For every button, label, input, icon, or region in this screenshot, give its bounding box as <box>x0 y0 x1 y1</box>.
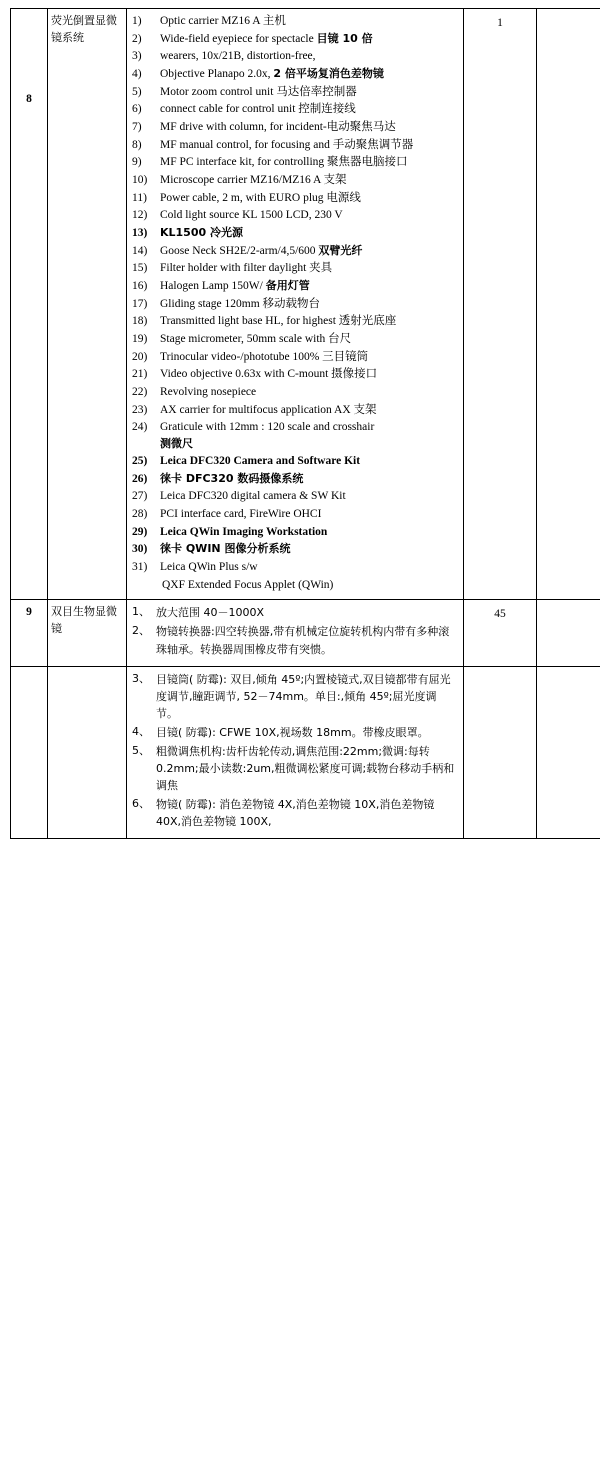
row-number: 9 <box>26 606 32 619</box>
list-text: KL1500 冷光源 <box>160 226 243 240</box>
quantity-cell <box>464 600 537 666</box>
item-name: 荧光倒置显微镜系统 <box>51 14 117 44</box>
list-text: AX carrier for multifocus application AX 支架 <box>160 403 377 416</box>
item-name-cell <box>48 600 127 666</box>
list-text: 物镜( 防霉): 消色差物镜 4X,消色差物镜 10X,消色差物镜 40X,消色差物镜 100X, <box>156 797 435 828</box>
quantity-value: 45 <box>494 608 506 621</box>
list-item <box>130 66 460 83</box>
list-text <box>160 66 460 83</box>
list-text: wearers, 10x/21B, distortion-free, <box>160 50 316 63</box>
list-item <box>130 172 460 189</box>
list-text: Leica DFC320 Camera and Software Kit <box>160 455 361 468</box>
list-text: 粗微调焦机构:齿杆齿轮传动,调焦范围:22mm;微调:每转 0.2mm;最小读数:2um,粗微调松紧度可调;载物台移动手柄和调焦 <box>156 744 455 792</box>
list-text-main: Halogen Lamp 150W/ <box>160 280 266 293</box>
list-text: Trinocular video-/phototube 100% 三目镜筒 <box>160 350 369 363</box>
list-item <box>130 541 460 558</box>
list-item <box>130 604 460 621</box>
list-marker: 6) <box>132 103 142 116</box>
list-marker: 23) <box>132 403 148 416</box>
remark-cell <box>537 9 600 600</box>
list-text: 放大范围 40－1000X <box>156 606 265 620</box>
list-item <box>130 31 460 48</box>
list-item <box>130 349 460 366</box>
list-marker: 31) <box>132 561 148 574</box>
list-text: Power cable, 2 m, with EURO plug 电源线 <box>160 191 361 204</box>
list-item <box>130 384 460 401</box>
item-description-cell <box>127 666 464 838</box>
list-marker: 26) <box>132 472 148 485</box>
quantity-cell <box>464 666 537 838</box>
list-item <box>130 559 460 576</box>
item-description-cell <box>127 600 464 666</box>
list-marker: 6、 <box>132 796 150 810</box>
list-item <box>130 453 460 470</box>
list-text: Leica QWin Plus s/w <box>160 561 258 574</box>
list-item <box>130 207 460 224</box>
list-text: Cold light source KL 1500 LCD, 230 V <box>160 209 343 222</box>
list-item <box>130 119 460 136</box>
list-item <box>130 225 460 242</box>
list-item <box>130 623 460 657</box>
list-marker: 17) <box>132 297 148 310</box>
list-text-main: Goose Neck SH2E/2-arm/4,5/600 <box>160 244 319 257</box>
list-text-bold: 备用灯管 <box>265 279 310 293</box>
list-marker: 10) <box>132 174 148 187</box>
list-marker: 25) <box>132 455 148 468</box>
list-text-main: Objective Planapo 2.0x, <box>160 68 274 81</box>
list-marker: 22) <box>132 386 148 399</box>
list-marker: 15) <box>132 262 148 275</box>
list-text: 徕卡 DFC320 数码摄像系统 <box>160 471 304 485</box>
quantity-value <box>467 671 533 673</box>
table-row <box>11 9 600 600</box>
list-text <box>160 31 460 48</box>
list-text: 目镜( 防霉): CFWE 10X,视场数 18mm。带橡皮眼罩。 <box>156 725 429 739</box>
list-marker: 4) <box>132 68 142 81</box>
table-row <box>11 600 600 666</box>
list-marker: 21) <box>132 368 148 381</box>
description-tail: QXF Extended Focus Applet (QWin) <box>162 578 334 591</box>
list-item <box>130 260 460 277</box>
description-list <box>130 604 460 657</box>
list-item <box>130 13 460 30</box>
list-item <box>130 488 460 505</box>
remark-cell <box>537 600 600 666</box>
list-marker: 8) <box>132 138 142 151</box>
list-item <box>130 154 460 171</box>
list-text: connect cable for control unit 控制连接线 <box>160 103 356 116</box>
list-item <box>130 506 460 523</box>
list-marker: 3) <box>132 50 142 63</box>
list-text <box>160 419 460 452</box>
list-text: Motor zoom control unit 马达倍率控制器 <box>160 85 357 98</box>
list-marker: 12) <box>132 209 148 222</box>
list-item <box>130 331 460 348</box>
list-text: Revolving nosepiece <box>160 386 257 399</box>
list-text-main: Graticule with 12mm : 120 scale and crosshair <box>160 421 375 434</box>
row-number-cell <box>11 9 48 600</box>
list-text-bold: 2 倍平场复消色差物镜 <box>273 67 384 81</box>
list-marker: 7) <box>132 121 142 134</box>
description-list <box>130 13 460 576</box>
list-text: 徕卡 QWIN 图像分析系统 <box>160 542 291 556</box>
list-marker: 5、 <box>132 743 150 757</box>
list-text: Leica DFC320 digital camera & SW Kit <box>160 490 346 503</box>
list-marker: 20) <box>132 350 148 363</box>
list-text: Transmitted light base HL, for highest 透射光底座 <box>160 315 397 328</box>
list-item <box>130 671 460 722</box>
item-name-cell <box>48 666 127 838</box>
list-marker: 1) <box>132 15 142 27</box>
specification-table <box>10 8 600 839</box>
list-text <box>160 243 460 260</box>
list-marker: 27) <box>132 490 148 503</box>
list-marker: 29) <box>132 525 148 538</box>
list-text: Gliding stage 120mm 移动载物台 <box>160 297 321 310</box>
list-text: 物镜转换器:四空转换器,带有机械定位旋转机构内带有多种滚珠轴承。转换器周围橡皮带有突愦。 <box>156 625 450 656</box>
list-text: Leica QWin Imaging Workstation <box>160 525 328 538</box>
list-marker: 30) <box>132 543 148 556</box>
row-number-cell <box>11 666 48 838</box>
list-item <box>130 796 460 830</box>
list-text-bold: 测微尺 <box>160 437 193 451</box>
list-marker: 19) <box>132 333 148 346</box>
list-text: Video objective 0.63x with C-mount 摄像接口 <box>160 368 378 381</box>
list-marker: 2) <box>132 32 142 45</box>
list-item <box>130 419 460 452</box>
list-item <box>130 296 460 313</box>
list-marker: 3、 <box>132 671 150 685</box>
list-text: Stage micrometer, 50mm scale with 台尺 <box>160 333 352 346</box>
list-marker: 9) <box>132 156 142 169</box>
list-marker: 24) <box>132 421 148 434</box>
list-item <box>130 366 460 383</box>
list-text: MF drive with column, for incident-电动聚焦马达 <box>160 121 396 134</box>
list-marker: 16) <box>132 280 148 293</box>
list-marker: 28) <box>132 508 148 521</box>
list-item <box>130 137 460 154</box>
list-text: MF PC interface kit, for controlling 聚焦器电脑接口 <box>160 156 408 169</box>
remark-cell <box>537 666 600 838</box>
list-text: 目镜筒( 防霉): 双目,倾角 45º;内置棱镜式,双目镜都带有屈光度调节,瞳距调节, 52－74mm。单目:,倾角 45º;屈光度调节。 <box>156 672 451 720</box>
row-number-cell <box>11 600 48 666</box>
list-marker: 2、 <box>132 624 150 638</box>
list-item <box>130 84 460 101</box>
list-text: MF manual control, for focusing and 手动聚焦调节器 <box>160 138 414 151</box>
list-text <box>160 278 460 295</box>
list-marker: 1、 <box>132 605 150 619</box>
list-text: PCI interface card, FireWire OHCI <box>160 508 322 521</box>
list-item <box>130 524 460 541</box>
list-text: Microscope carrier MZ16/MZ16 A 支架 <box>160 174 347 187</box>
list-text-bold: 双臂光纤 <box>318 243 363 257</box>
list-item <box>130 48 460 65</box>
list-item <box>130 471 460 488</box>
list-text: Optic carrier MZ16 A 主机 <box>160 15 286 27</box>
list-item <box>130 278 460 295</box>
list-marker: 4、 <box>132 724 150 738</box>
list-item <box>130 243 460 260</box>
item-name-cell <box>48 9 127 600</box>
quantity-value: 1 <box>497 17 503 29</box>
table-row-continuation <box>11 666 600 838</box>
list-item <box>130 101 460 118</box>
row-number: 8 <box>26 93 32 105</box>
list-marker: 13) <box>132 227 148 240</box>
quantity-cell <box>464 9 537 600</box>
list-text-bold: 目镜 10 倍 <box>316 31 373 45</box>
list-text: Filter holder with filter daylight 夹具 <box>160 262 333 275</box>
list-item <box>130 190 460 207</box>
list-marker: 11) <box>132 191 147 204</box>
list-item <box>130 743 460 794</box>
description-list <box>130 671 460 830</box>
list-marker: 5) <box>132 85 142 98</box>
list-marker: 18) <box>132 315 148 328</box>
list-text-main: Wide-field eyepiece for spectacle <box>160 32 317 45</box>
list-marker: 14) <box>132 244 148 257</box>
item-description-cell <box>127 9 464 600</box>
list-item <box>130 724 460 741</box>
list-item <box>130 402 460 419</box>
item-name: 双目生物显微镜 <box>51 605 117 635</box>
list-item <box>130 313 460 330</box>
